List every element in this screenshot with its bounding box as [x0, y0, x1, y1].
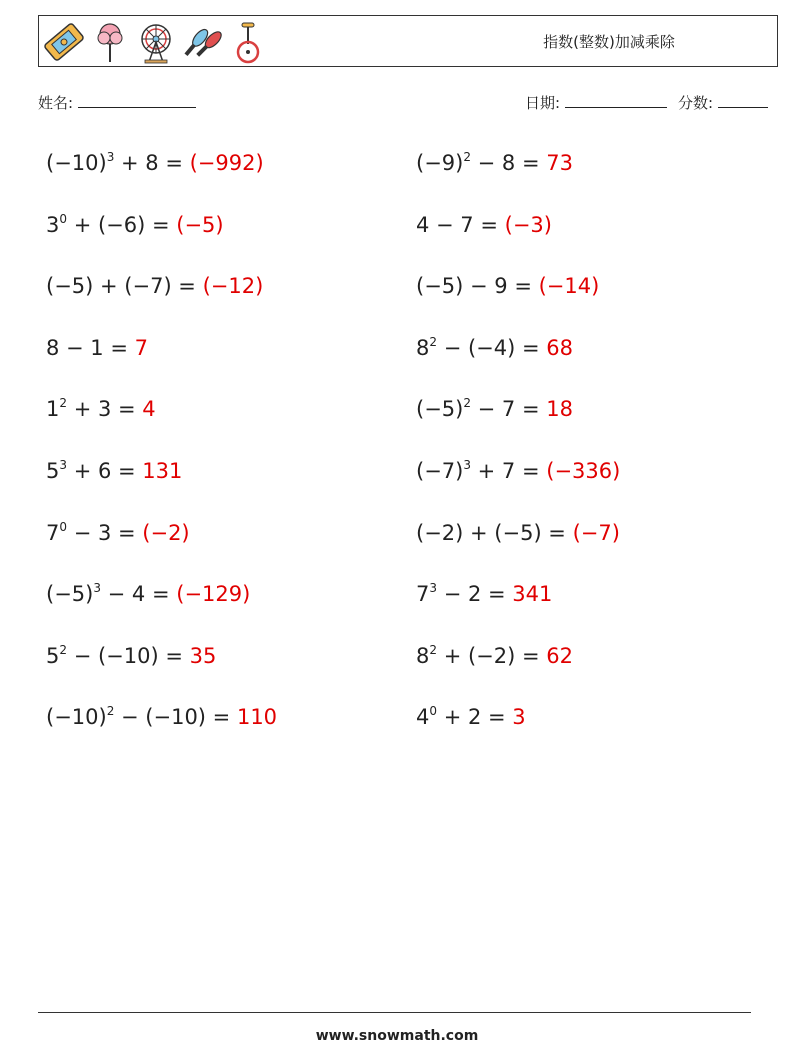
problem-answer: 341: [512, 582, 553, 607]
footer-divider: [38, 1012, 751, 1013]
problem-base: (−5) + (−7) =: [46, 274, 203, 299]
problem-base: 3: [46, 212, 60, 237]
problem-rest: + 6 =: [67, 459, 143, 483]
problem-exponent: 2: [463, 396, 471, 411]
problem-answer: 110: [236, 705, 278, 730]
problem-item: [46, 210, 224, 240]
problem-rest: + (−2) =: [437, 643, 547, 668]
unicycle-icon: [227, 20, 269, 64]
problem-exponent: 0: [429, 704, 438, 719]
problem-item: [416, 579, 552, 609]
problem-base: 5: [46, 459, 60, 483]
problem-base: 4 − 7 =: [416, 212, 505, 237]
problem-base: 8: [416, 643, 430, 668]
problem-item: [416, 333, 573, 363]
problem-item: [46, 579, 250, 609]
problem-item: [416, 641, 573, 671]
name-blank: [78, 95, 196, 108]
problem-base: (−10): [46, 705, 107, 730]
problem-base: 8 − 1 =: [46, 335, 135, 360]
problem-rest: − 2 =: [437, 582, 513, 607]
problem-rest: + 8 =: [114, 151, 190, 175]
problem-rest: − 4 =: [100, 582, 177, 607]
problem-answer: 4: [142, 397, 156, 422]
problem-base: (−5): [416, 397, 464, 422]
problem-item: [416, 518, 620, 548]
problem-answer: (−129): [176, 582, 251, 607]
problem-item: [416, 210, 552, 240]
problem-item: [46, 148, 264, 178]
problem-rest: − (−10) =: [67, 643, 190, 668]
problem-item: [416, 702, 526, 732]
problem-base: (−7): [416, 459, 464, 483]
name-label: 姓名:: [38, 94, 74, 112]
problem-answer: (−336): [546, 459, 621, 483]
problem-exponent: 2: [59, 642, 68, 657]
date-field: [525, 92, 667, 113]
problem-exponent: 3: [106, 150, 115, 164]
problem-item: [416, 148, 573, 178]
problem-base: (−5) − 9 =: [416, 274, 539, 299]
cotton-candy-icon: [89, 20, 131, 64]
problem-answer: 7: [134, 335, 148, 360]
problem-base: 8: [416, 335, 430, 360]
problem-base: (−10): [46, 151, 107, 175]
problem-exponent: 3: [463, 458, 471, 472]
problem-answer: 73: [546, 151, 573, 175]
problem-base: 1: [46, 397, 60, 422]
name-field: [38, 92, 196, 113]
problem-rest: + 2 =: [437, 705, 513, 730]
problem-answer: 18: [546, 397, 573, 422]
problem-item: [46, 641, 216, 671]
problem-exponent: 3: [429, 581, 438, 596]
score-field: [678, 92, 768, 113]
problem-item: [46, 518, 190, 548]
problem-rest: + 3 =: [67, 397, 143, 422]
problem-exponent: 2: [429, 334, 438, 349]
problem-answer: 62: [546, 643, 573, 668]
problem-rest: − 7 =: [470, 397, 547, 422]
problem-base: (−2) + (−5) =: [416, 520, 573, 545]
problem-exponent: 2: [106, 704, 115, 719]
problem-item: [46, 394, 156, 424]
problem-answer: 35: [189, 643, 217, 668]
problem-rest: − 8 =: [470, 151, 547, 175]
footer-website: www.snowmath.com: [315, 1028, 479, 1044]
ferris-wheel-icon: [135, 20, 177, 64]
problem-exponent: 3: [93, 581, 101, 596]
problem-rest: − (−10) =: [114, 705, 237, 730]
worksheet-title: 指数(整数)加减乘除: [543, 33, 675, 51]
problem-base: 7: [46, 520, 60, 545]
score-label: 分数:: [678, 94, 714, 112]
worksheet-header: [38, 15, 778, 67]
date-label: 日期:: [525, 94, 561, 112]
problem-base: 7: [416, 582, 430, 607]
problem-base: (−5): [46, 582, 94, 607]
problem-base: 5: [46, 643, 60, 668]
problem-exponent: 0: [59, 519, 68, 534]
problem-answer: (−7): [572, 520, 620, 545]
problem-rest: + (−6) =: [67, 212, 177, 237]
problem-item: [46, 456, 182, 486]
problem-rest: − (−4) =: [437, 335, 547, 360]
ticket-icon: [43, 20, 85, 64]
problem-exponent: 2: [59, 396, 68, 411]
problem-item: [416, 456, 620, 486]
problem-answer: (−992): [189, 151, 264, 175]
problem-answer: (−14): [538, 274, 600, 299]
date-blank: [565, 95, 667, 108]
problem-answer: 68: [546, 335, 573, 360]
problem-item: [416, 271, 599, 301]
problem-exponent: 0: [59, 211, 68, 226]
problem-item: [46, 271, 263, 301]
problem-rest: + 7 =: [470, 459, 547, 483]
problem-exponent: 3: [59, 458, 68, 472]
problem-item: [416, 394, 573, 424]
problem-rest: − 3 =: [67, 520, 143, 545]
problem-answer: (−12): [202, 274, 264, 299]
problem-exponent: 2: [429, 642, 438, 657]
problem-answer: (−5): [176, 212, 224, 237]
problem-base: (−9): [416, 151, 464, 175]
problem-item: [46, 702, 277, 732]
problem-item: [46, 333, 148, 363]
problem-answer: 131: [142, 459, 183, 483]
score-blank: [718, 95, 768, 108]
juggling-clubs-icon: [181, 20, 223, 64]
problem-exponent: 2: [463, 150, 471, 164]
header-icons: [43, 20, 269, 64]
problem-answer: 3: [512, 705, 526, 730]
problem-answer: (−2): [142, 520, 190, 545]
problem-answer: (−3): [504, 212, 552, 237]
problem-base: 4: [416, 705, 430, 730]
